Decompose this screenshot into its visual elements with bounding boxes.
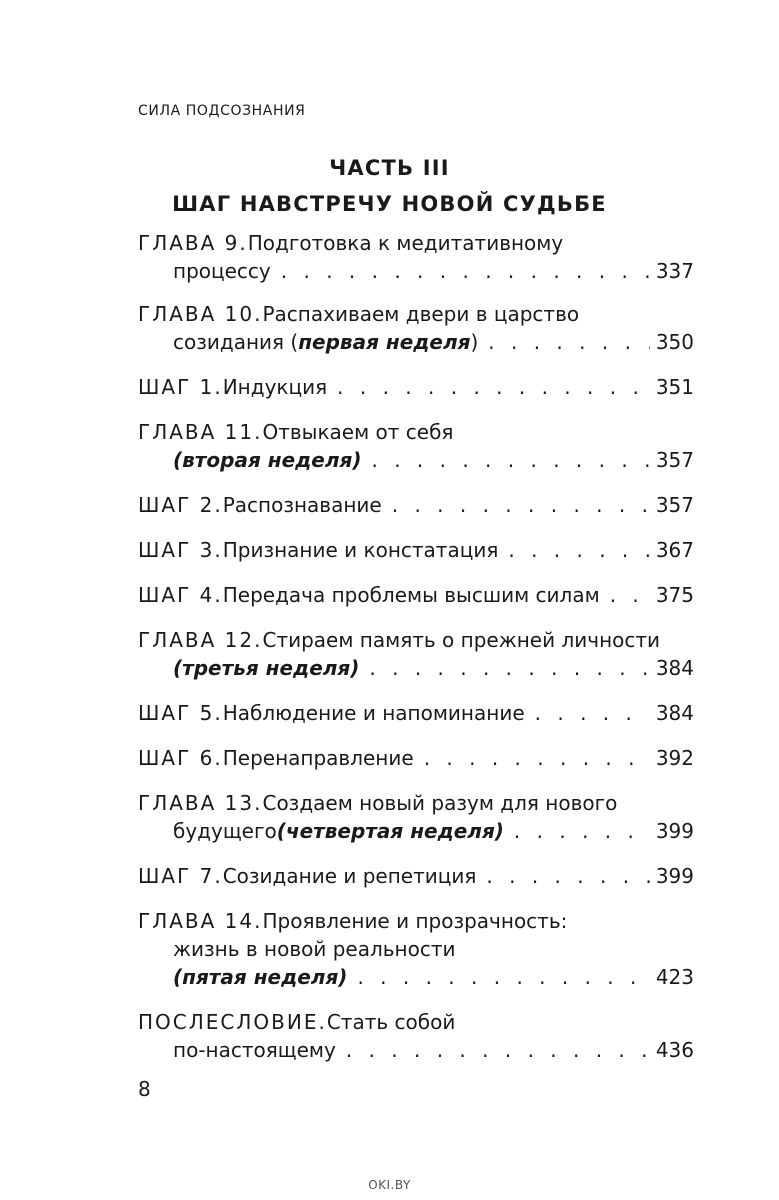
entry-label: ШАГ 7. bbox=[138, 864, 223, 888]
page-number: 392 bbox=[655, 746, 694, 770]
entry-label: ГЛАВА 12. bbox=[138, 628, 263, 652]
entry-title: Подготовка к медитативному bbox=[247, 231, 564, 255]
entry-title: Индукция bbox=[222, 375, 328, 399]
entry-title: Стираем память о прежней личности bbox=[262, 628, 661, 652]
toc-entry-step-6[interactable] bbox=[138, 744, 694, 772]
toc-entry-step-4[interactable] bbox=[138, 581, 694, 609]
running-head: СИЛА ПОДСОЗНАНИЯ bbox=[138, 103, 306, 119]
entry-title: Наблюдение и напоминание bbox=[222, 701, 525, 725]
dot-leader bbox=[281, 257, 650, 285]
dot-leader bbox=[369, 654, 649, 682]
toc-entry-afterword[interactable] bbox=[138, 1008, 694, 1064]
toc-entry-chapter-9[interactable] bbox=[138, 229, 694, 285]
dot-leader bbox=[346, 1036, 650, 1064]
dot-leader bbox=[357, 963, 649, 991]
entry-title: Создаем новый разум для нового bbox=[262, 791, 618, 815]
entry-label: ГЛАВА 14. bbox=[138, 909, 263, 933]
part-number: ЧАСТЬ III bbox=[329, 156, 450, 180]
toc-entry-chapter-11[interactable] bbox=[138, 418, 694, 474]
page-number: 357 bbox=[655, 493, 694, 517]
page-number: 399 bbox=[655, 864, 694, 888]
entry-title-cont: процессу bbox=[173, 259, 271, 283]
dot-leader bbox=[508, 536, 649, 564]
page-folio: 8 bbox=[138, 1077, 151, 1101]
dot-leader bbox=[488, 328, 650, 356]
dot-leader bbox=[514, 817, 650, 845]
entry-label: ШАГ 4. bbox=[138, 583, 223, 607]
entry-title: Отвыкаем от себя bbox=[262, 420, 454, 444]
page-number: 423 bbox=[655, 965, 694, 989]
page-number: 350 bbox=[655, 330, 694, 354]
page-number: 337 bbox=[655, 259, 694, 283]
toc-entry-step-2[interactable] bbox=[138, 491, 694, 519]
entry-title: Передача проблемы высшим силам bbox=[222, 583, 600, 607]
entry-title: Перенаправление bbox=[222, 746, 414, 770]
page-number: 436 bbox=[655, 1038, 694, 1062]
dot-leader bbox=[486, 862, 649, 890]
dot-leader bbox=[371, 446, 649, 474]
entry-label: ШАГ 6. bbox=[138, 746, 223, 770]
page-number: 351 bbox=[655, 375, 694, 399]
toc-entry-step-1[interactable] bbox=[138, 373, 694, 401]
entry-note: первая неделя bbox=[298, 330, 471, 354]
entry-note: (пятая неделя) bbox=[173, 965, 348, 989]
page-number: 384 bbox=[655, 701, 694, 725]
page-number: 375 bbox=[655, 583, 694, 607]
toc-entry-chapter-10[interactable] bbox=[138, 300, 694, 356]
entry-title: Созидание и репетиция bbox=[222, 864, 477, 888]
entry-title-cont: жизнь в новой реальности bbox=[173, 937, 456, 961]
entry-label: ШАГ 5. bbox=[138, 701, 223, 725]
toc-entry-chapter-12[interactable] bbox=[138, 626, 694, 682]
entry-title: Признание и констатация bbox=[222, 538, 499, 562]
dot-leader bbox=[337, 373, 650, 401]
dot-leader bbox=[610, 581, 650, 609]
page-number: 367 bbox=[655, 538, 694, 562]
dot-leader bbox=[392, 491, 650, 519]
entry-label: ШАГ 2. bbox=[138, 493, 223, 517]
entry-label: ШАГ 3. bbox=[138, 538, 223, 562]
entry-title: Распознавание bbox=[222, 493, 382, 517]
entry-title: Проявление и прозрачность: bbox=[262, 909, 568, 933]
dot-leader bbox=[535, 699, 650, 727]
toc-entry-step-7[interactable] bbox=[138, 862, 694, 890]
watermark-footer: OKI.BY bbox=[368, 1178, 411, 1192]
entry-label: ГЛАВА 13. bbox=[138, 791, 263, 815]
table-of-contents bbox=[138, 229, 694, 1064]
entry-note: (четвертая неделя) bbox=[276, 819, 504, 843]
page-number: 357 bbox=[655, 448, 694, 472]
dot-leader bbox=[424, 744, 650, 772]
entry-title-cont: по-настоящему bbox=[173, 1038, 336, 1062]
entry-title: Распахиваем двери в царство bbox=[262, 302, 580, 326]
entry-title: Стать собой bbox=[326, 1010, 456, 1034]
entry-label: ГЛАВА 11. bbox=[138, 420, 263, 444]
toc-entry-step-3[interactable] bbox=[138, 536, 694, 564]
toc-entry-chapter-13[interactable] bbox=[138, 789, 694, 845]
part-title bbox=[0, 150, 779, 222]
entry-label: ГЛАВА 10. bbox=[138, 302, 263, 326]
entry-label: ГЛАВА 9. bbox=[138, 231, 248, 255]
entry-title-cont: будущего bbox=[173, 819, 277, 843]
entry-note: (третья неделя) bbox=[173, 656, 360, 680]
entry-note: (вторая неделя) bbox=[173, 448, 362, 472]
page-number: 399 bbox=[655, 819, 694, 843]
entry-note-close: ) bbox=[470, 330, 479, 354]
entry-label: ШАГ 1. bbox=[138, 375, 223, 399]
part-name: ШАГ НАВСТРЕЧУ НОВОЙ СУДЬБЕ bbox=[172, 192, 607, 216]
entry-label: ПОСЛЕСЛОВИЕ. bbox=[138, 1010, 327, 1034]
entry-title-cont: созидания ( bbox=[173, 330, 299, 354]
page-number: 384 bbox=[655, 656, 694, 680]
toc-entry-chapter-14[interactable] bbox=[138, 907, 694, 991]
toc-entry-step-5[interactable] bbox=[138, 699, 694, 727]
